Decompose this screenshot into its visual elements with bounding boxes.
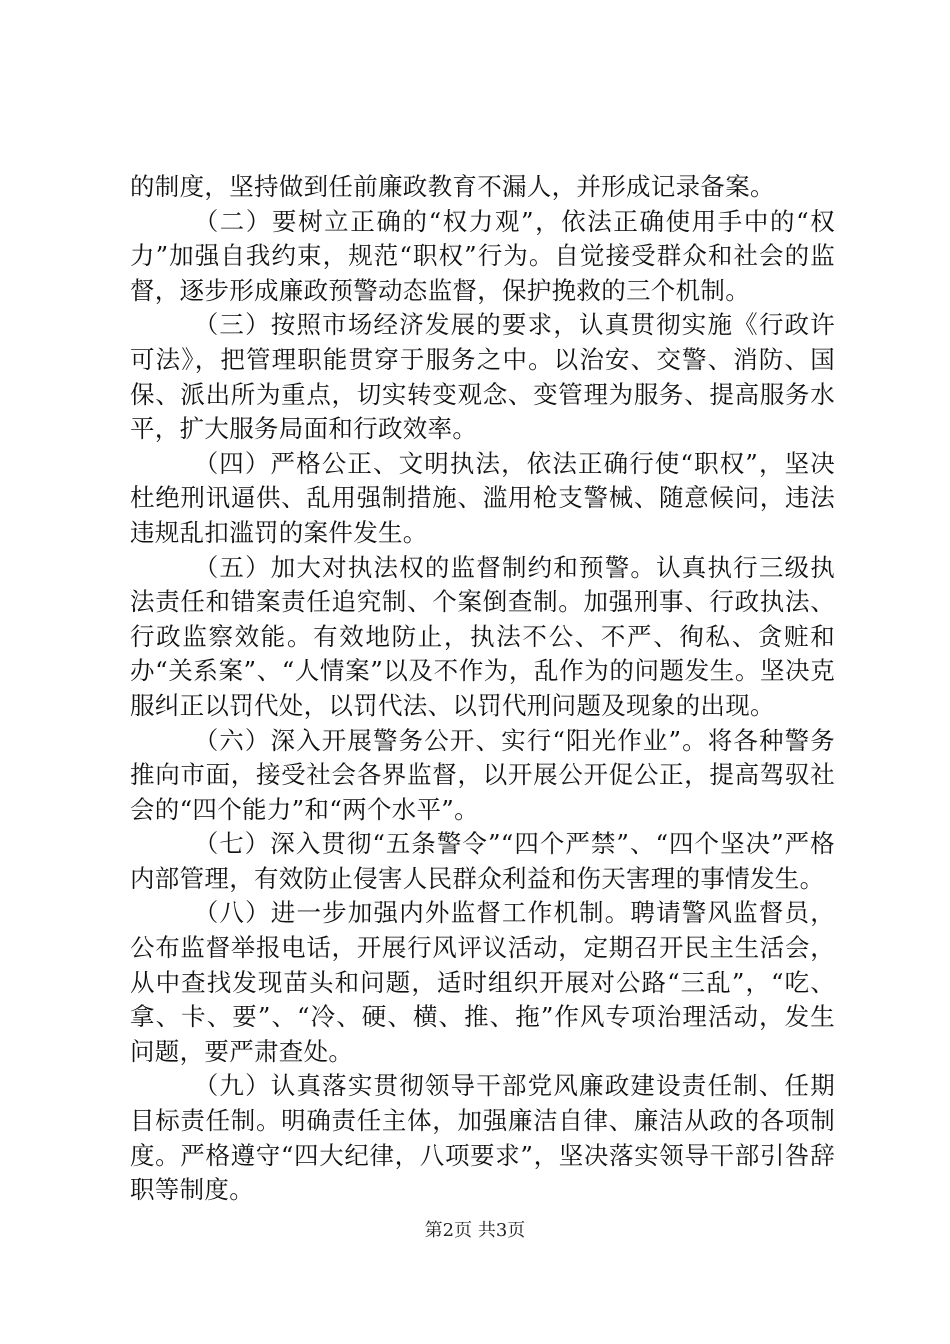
page-number: 第2页 共3页: [424, 1220, 526, 1241]
paragraph-item-2: （二）要树立正确的“权力观”，依法正确使用手中的“权力”加强自我约束，规范“职权”行为。自觉接受群众和社会的监督，逐步形成廉政预警动态监督，保护挽救的三个机制。: [130, 206, 835, 305]
paragraph-item-3: （三）按照市场经济发展的要求，认真贯彻实施《行政许可法》，把管理职能贯穿于服务之中。以治安、交警、消防、国保、派出所为重点，切实转变观念、变管理为服务、提高服务水平，扩大服务局面和行政效率。: [130, 310, 835, 444]
paragraph-item-9: （九）认真落实贯彻领导干部党风廉政建设责任制、任期目标责任制。明确责任主体，加强廉洁自律、廉洁从政的各项制度。严格遵守“四大纪律，八项要求”，坚决落实领导干部引咎辞职等制度。: [130, 1071, 835, 1205]
paragraph-item-8: （八）进一步加强内外监督工作机制。聘请警风监督员，公布监督举报电话，开展行风评议活动，定期召开民主生活会，从中查找发现苗头和问题，适时组织开展对公路“三乱”，“吃、拿、卡、要”、“冷、硬、横、推、拖”作风专项治理活动，发生问题，要严肃查处。: [130, 898, 835, 1066]
paragraph-item-5: （五）加大对执法权的监督制约和预警。认真执行三级执法责任和错案责任追究制、个案倒查制。加强刑事、行政执法、行政监察效能。有效地防止，执法不公、不严、徇私、贪赃和办“关系案”、“人情案”以及不作为，乱作为的问题发生。坚决克服纠正以罚代处，以罚代法、以罚代刑问题及现象的出现。: [130, 552, 835, 720]
paragraph-item-6: （六）深入开展警务公开、实行“阳光作业”。将各种警务推向市面，接受社会各界监督，以开展公开促公正，提高驾驭社会的“四个能力”和“两个水平”。: [130, 725, 835, 824]
page-footer: [0, 1219, 950, 1243]
paragraph-item-7: （七）深入贯彻“五条警令”“四个严禁”、“四个坚决”严格内部管理，有效防止侵害人民群众利益和伤天害理的事情发生。: [130, 829, 835, 893]
paragraph-item-4: （四）严格公正、文明执法，依法正确行使“职权”，坚决杜绝刑讯逼供、乱用强制措施、滥用枪支警械、随意候问，违法违规乱扣滥罚的案件发生。: [130, 448, 835, 547]
paragraph-continuation: 的制度，坚持做到任前廉政教育不漏人，并形成记录备案。: [130, 172, 775, 201]
document-body: [130, 170, 835, 1208]
